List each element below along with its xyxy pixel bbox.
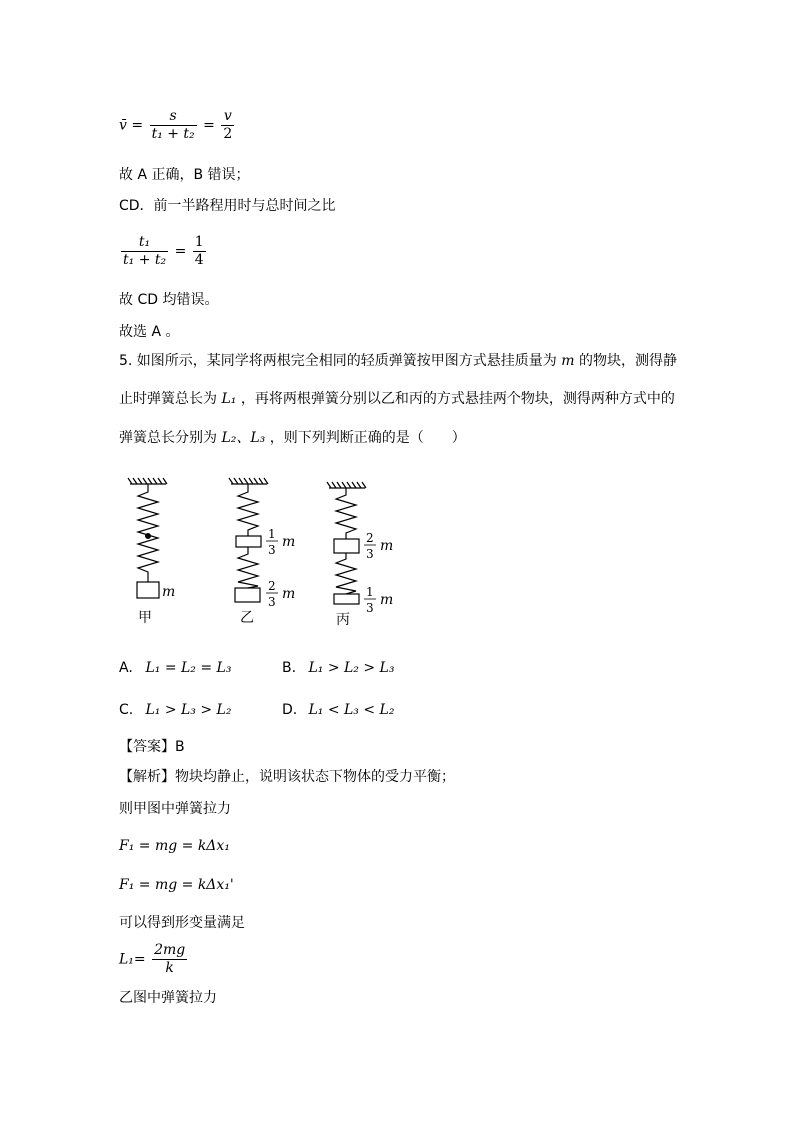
- option-d-label: D.: [282, 702, 298, 718]
- question-5-line-1: [119, 351, 677, 371]
- ratio-result-fraction: [193, 234, 206, 269]
- answer-tag: 【答案】: [119, 739, 175, 755]
- avg-denominator: t₁ + t₂: [151, 126, 195, 142]
- ratio-denominator: t₁ + t₂: [123, 252, 167, 268]
- choose-answer: 故选 A 。: [119, 324, 180, 340]
- q5-text-1: 5. 如图所示，某同学将两根完全相同的轻质弹簧按甲图方式悬挂质量为: [119, 353, 557, 369]
- conclusion-ab: 故 A 正确，B 错误；: [119, 167, 250, 183]
- yi-upper-den: 3: [268, 543, 276, 557]
- spring-bing-lower: [336, 553, 356, 594]
- answer-value: B: [175, 739, 185, 755]
- conclusion-cd: 故 CD 均错误。: [119, 292, 219, 308]
- question-5-line-2: [119, 389, 675, 409]
- l1-formula: [119, 942, 189, 977]
- option-c[interactable]: [119, 702, 231, 718]
- analysis-line: [119, 767, 455, 787]
- q5-L2-L3-symbols: L₂、L₃: [221, 430, 266, 446]
- avg-result-denominator: 2: [223, 126, 233, 142]
- label-yi: 乙: [240, 610, 254, 626]
- deformation-line: 可以得到形变量满足: [119, 915, 245, 931]
- avg-fraction: [150, 108, 197, 143]
- mass-block-bing-upper: [334, 539, 359, 553]
- option-b-label: B.: [282, 660, 297, 676]
- avg-result-numerator: v: [223, 108, 232, 124]
- yi-lower-m: m: [282, 586, 296, 602]
- bing-lower-den: 3: [366, 601, 374, 615]
- ratio-result-denominator: 4: [194, 252, 204, 268]
- bing-upper-num: 2: [366, 531, 374, 545]
- yi-upper-m: m: [282, 534, 296, 550]
- q5-text-3: 弹簧总长分别为: [119, 430, 217, 446]
- cd-intro: CD．前一半路程用时与总时间之比: [119, 198, 336, 214]
- ratio-fraction: [121, 234, 168, 269]
- ratio-formula: $\frac{\text{t₁}}{\text{t₁ + t₂}}$ = $\frac{1}{4}$: [123, 234, 204, 268]
- jia-force-line: 则甲图中弹簧拉力: [119, 801, 231, 817]
- l1-fraction: [152, 942, 187, 977]
- average-velocity-formula: v̄ = $\frac{s}{\text{t₁ + t₂}}$ = $\frac{v}{2}$: [119, 108, 233, 142]
- option-a-text: L₁ = L₂ = L₃: [145, 660, 232, 676]
- spring-setup-jia: [128, 478, 167, 598]
- yi-force-line: 乙图中弹簧拉力: [119, 990, 217, 1006]
- bing-lower-m: m: [380, 592, 394, 608]
- spring-yi-lower: [238, 547, 258, 588]
- answer-line: [119, 737, 185, 757]
- yi-upper-num: 1: [268, 527, 276, 541]
- label-jia: 甲: [138, 610, 152, 626]
- avg-v-symbol: v̄: [119, 117, 127, 134]
- option-d[interactable]: [282, 702, 394, 718]
- option-c-text: L₁ > L₃ > L₂: [145, 702, 232, 718]
- ratio-numerator: t₁: [138, 234, 151, 250]
- l1-prefix: L₁=: [119, 951, 146, 968]
- spring-setup-yi: [229, 478, 268, 602]
- mass-block-bing-lower: [334, 594, 359, 604]
- spring-joint-dot: [146, 534, 151, 539]
- mass-block-yi-lower: [235, 588, 260, 602]
- option-d-text: L₁ < L₃ < L₂: [308, 702, 395, 718]
- spring-diagram: [118, 474, 408, 634]
- bing-upper-m: m: [380, 538, 394, 554]
- spring-setup-bing: [327, 482, 366, 604]
- f1-equation-2: F₁ = mg = kΔx₁': [119, 877, 234, 893]
- option-a[interactable]: [119, 660, 231, 676]
- q5-text-2-tail: ，再将两根弹簧分别以乙和丙的方式悬挂两个物块，测得两种方式中的: [240, 391, 675, 407]
- spring-bing-upper: [336, 488, 356, 539]
- mass-block-jia: [137, 582, 159, 598]
- q5-text-3-tail: ，则下列判断正确的是（ ）: [269, 430, 466, 446]
- q5-text-2: 止时弹簧总长为: [119, 391, 217, 407]
- q5-L1-symbol: L₁: [221, 391, 237, 407]
- bing-lower-num: 1: [366, 585, 374, 599]
- spring-yi-upper: [238, 484, 258, 536]
- f1-equation-1: F₁ = mg = kΔx₁: [119, 838, 230, 854]
- option-b-text: L₁ > L₂ > L₃: [308, 660, 395, 676]
- question-5-line-3: [119, 428, 466, 448]
- yi-lower-num: 2: [268, 579, 276, 593]
- bing-upper-den: 3: [366, 547, 374, 561]
- q5-text-1-tail: 的物块，测得静: [579, 353, 677, 369]
- avg-result-fraction: [221, 108, 234, 143]
- label-jia-m: m: [162, 584, 176, 600]
- option-b[interactable]: [282, 660, 394, 676]
- analysis-text: 物块均静止，说明该状态下物体的受力平衡；: [175, 769, 455, 785]
- yi-lower-den: 3: [268, 595, 276, 609]
- option-c-label: C.: [119, 702, 134, 718]
- avg-numerator: s: [169, 108, 177, 124]
- l1-denominator: k: [152, 959, 187, 977]
- q5-mass-symbol: m: [561, 353, 575, 369]
- analysis-tag: 【解析】: [119, 769, 175, 785]
- mass-block-yi-upper: [236, 536, 261, 547]
- l1-numerator: 2mg: [154, 942, 186, 958]
- ratio-result-numerator: 1: [194, 234, 204, 250]
- label-bing: 丙: [336, 612, 350, 628]
- option-a-label: A.: [119, 660, 133, 676]
